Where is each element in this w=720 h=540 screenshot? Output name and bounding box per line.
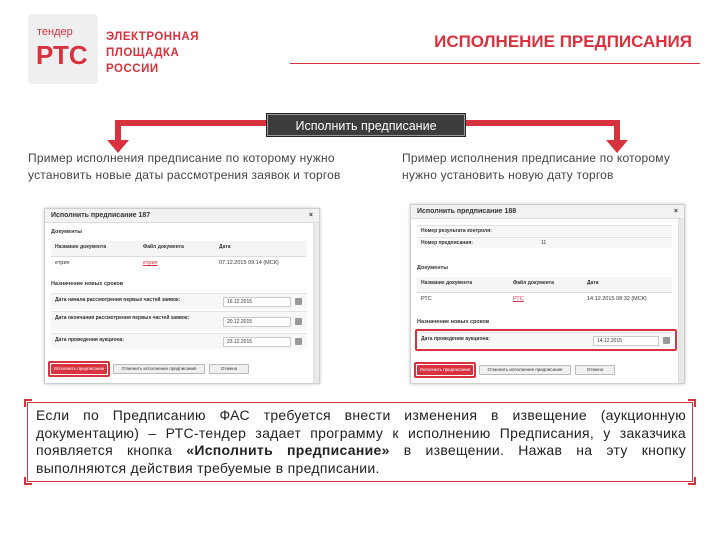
page-title: ИСПОЛНЕНИЕ ПРЕДПИСАНИЯ (434, 32, 692, 51)
explanation-part: в извещении. Нажав на эту кнопку выполняются действия требуемые в предписании. (36, 442, 687, 476)
field-label: Номер результата контроля: (421, 228, 492, 234)
explanation-part: Если по Предписанию ФАС требуется внести изменения в извещение (аукционную документацию) – РТС-тендер задает программу к исполнению Предписания, у заказчика появляется кнопка (36, 407, 686, 458)
field-label: Дата проведения аукциона: (55, 337, 124, 343)
column-header: Файл документа (143, 244, 184, 250)
execute-button[interactable]: Исполнить предписание (417, 365, 473, 375)
corner-mark (688, 399, 696, 407)
date-field-row (51, 333, 307, 349)
field-label: Номер предписания: (421, 240, 473, 246)
info-row (417, 237, 672, 248)
logo-caption-line: ЭЛЕКТРОННАЯ (106, 31, 199, 43)
column-header: Название документа (55, 244, 107, 250)
calendar-icon[interactable] (295, 338, 302, 345)
dialog-title-text: Исполнить предписание 188 (417, 208, 517, 215)
dialog-title (45, 209, 319, 223)
table-row (417, 293, 672, 305)
logo-caption-line: РОССИИ (106, 63, 159, 75)
cancel-execution-button[interactable]: Отменить исполнение предписания (113, 364, 205, 374)
date-field-row (417, 332, 672, 348)
dates-section-label: Назначение новых сроков (417, 319, 490, 325)
arrow-right-line (462, 120, 620, 126)
right-screenshot (410, 204, 685, 384)
execute-button[interactable]: Исполнить предписание (51, 364, 107, 374)
left-screenshot (44, 208, 320, 384)
dates-section-label: Назначение новых сроков (51, 281, 124, 287)
date-input[interactable]: 23.12.2015 (223, 337, 291, 347)
close-icon[interactable]: × (308, 212, 313, 219)
docs-table-header (51, 241, 307, 257)
doc-name: РТС (421, 296, 432, 302)
arrow-left-line (115, 120, 270, 126)
column-header: Файл документа (513, 280, 554, 286)
doc-date: 07.12.2015 09:14 (МСК) (219, 260, 279, 266)
date-field-row (51, 293, 307, 309)
column-header: Дата (219, 244, 231, 250)
execute-prescription-button[interactable]: Исполнить предписание (266, 113, 466, 137)
dialog-title (411, 205, 684, 219)
docs-section-label: Документы (51, 229, 82, 235)
corner-mark (688, 477, 696, 485)
field-label: Дата окончания рассмотрения первых частей заявок: (55, 315, 190, 321)
logo (28, 14, 98, 84)
field-label: Дата начала рассмотрения первых частей заявок: (55, 297, 181, 303)
cancel-button[interactable]: Отмена (575, 365, 615, 375)
corner-mark (24, 477, 32, 485)
cancel-execution-button[interactable]: Отменить исполнение предписания (479, 365, 571, 375)
field-label: Дата проведения аукциона: (421, 336, 490, 342)
date-input[interactable]: 20.12.2015 (223, 317, 291, 327)
field-value: 11 (541, 240, 547, 246)
info-row (417, 225, 672, 236)
date-input[interactable]: 14.12.2015 (593, 336, 659, 346)
date-input[interactable]: 16.12.2015 (223, 297, 291, 307)
close-icon[interactable]: × (673, 208, 678, 215)
doc-file-link[interactable]: РТС (513, 296, 524, 302)
cancel-button[interactable]: Отмена (209, 364, 249, 374)
logo-small-text: тендер (37, 26, 73, 38)
arrow-left-stem (115, 120, 121, 142)
logo-caption-line: ПЛОЩАДКА (106, 47, 180, 59)
scrollbar[interactable] (678, 219, 684, 383)
calendar-icon[interactable] (663, 337, 670, 344)
doc-name: етрип (55, 260, 70, 266)
left-description: Пример исполнения предписание по которому нужно установить новые даты рассмотрения заявок и торгов (28, 151, 341, 182)
docs-table-header (417, 277, 672, 293)
arrow-right-stem (614, 120, 620, 142)
dialog-title-text: Исполнить предписание 187 (51, 212, 151, 219)
docs-section-label: Документы (417, 265, 448, 271)
explanation-text (36, 407, 686, 477)
scrollbar[interactable] (313, 223, 319, 383)
logo-caption (106, 29, 199, 77)
calendar-icon[interactable] (295, 318, 302, 325)
doc-date: 14.12.2015 08:32 (МСК) (587, 296, 647, 302)
date-field-row (51, 311, 307, 331)
calendar-icon[interactable] (295, 298, 302, 305)
corner-mark (24, 399, 32, 407)
explanation-button-name: «Исполнить предписание» (186, 442, 390, 458)
right-description: Пример исполнения предписание по которому нужно установить новую дату торгов (402, 151, 671, 182)
explanation-box (27, 402, 693, 482)
doc-file-link[interactable]: етрип (143, 260, 158, 266)
table-row (51, 257, 307, 269)
column-header: Название документа (421, 280, 473, 286)
column-header: Дата (587, 280, 599, 286)
title-bar (290, 14, 700, 64)
logo-big-text: РТС (36, 40, 88, 70)
